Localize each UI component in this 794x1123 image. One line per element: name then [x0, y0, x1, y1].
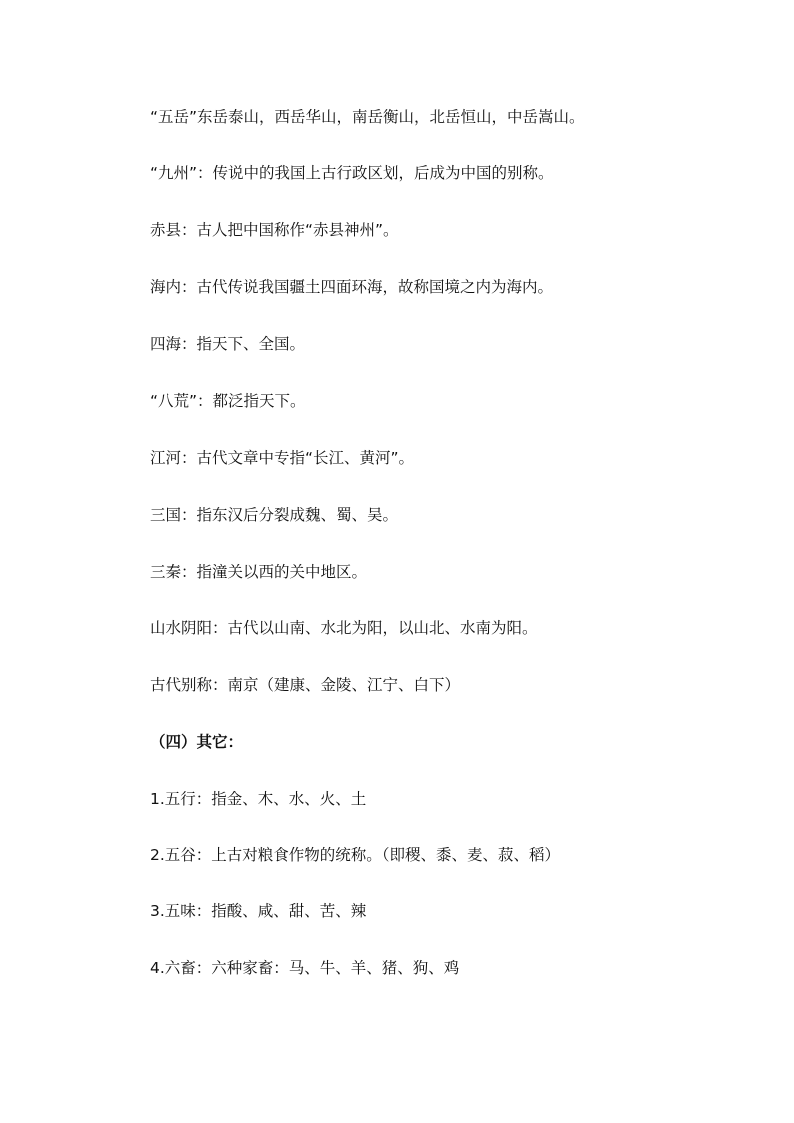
paragraph-jiuzhou: “九州”：传说中的我国上古行政区划，后成为中国的别称。	[150, 164, 554, 182]
list-item-wugu: 2.五谷：上古对粮食作物的统称。（即稷、黍、麦、菽、稻）	[150, 846, 561, 864]
paragraph-sanqin: 三秦：指潼关以西的关中地区。	[150, 563, 368, 581]
paragraph-shanshui: 山水阴阳：古代以山南、水北为阳，以山北、水南为阳。	[150, 619, 538, 637]
paragraph-jianghe: 江河：古代文章中专指“长江、黄河”。	[150, 449, 415, 467]
paragraph-sihai: 四海：指天下、全国。	[150, 335, 306, 353]
paragraph-hainei: 海内：古代传说我国疆土四面环海，故称国境之内为海内。	[150, 278, 554, 296]
list-item-wuwei: 3.五味：指酸、咸、甜、苦、辣	[150, 902, 367, 920]
paragraph-wuyue: “五岳”东岳泰山，西岳华山，南岳衡山，北岳恒山，中岳嵩山。	[150, 108, 585, 126]
list-item-liuchu: 4.六畜：六种家畜：马、牛、羊、猪、狗、鸡	[150, 959, 460, 977]
paragraph-bahuang: “八荒”：都泛指天下。	[150, 392, 306, 410]
paragraph-chixian: 赤县：古人把中国称作“赤县神州”。	[150, 221, 399, 239]
paragraph-gudai-biecheng: 古代别称：南京（建康、金陵、江宁、白下）	[150, 676, 461, 694]
list-item-wuxing: 1.五行：指金、木、水、火、土	[150, 790, 367, 808]
paragraph-sanguo: 三国：指东汉后分裂成魏、蜀、吴。	[150, 506, 399, 524]
section-heading-qita: （四）其它：	[150, 733, 244, 751]
